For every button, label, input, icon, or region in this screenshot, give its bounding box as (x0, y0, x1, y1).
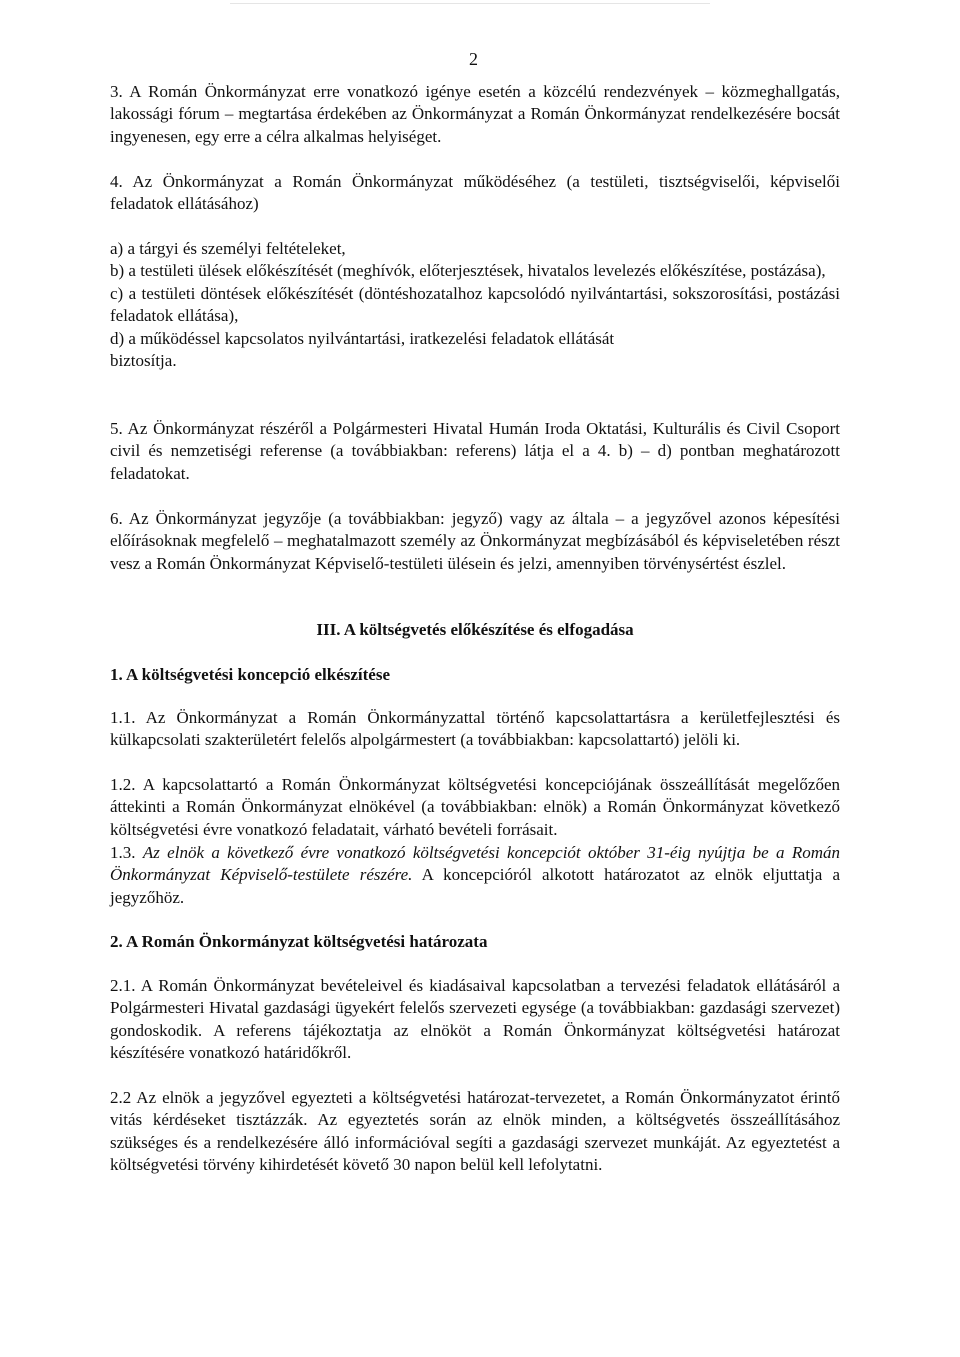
section-heading: III. A költségvetés előkészítése és elfogadása (316, 620, 634, 639)
paragraph-1-3-number: 1.3. (110, 843, 136, 862)
scan-artifact-line (230, 3, 710, 4)
list-item-b: b) a testületi ülések előkészítését (meghívók, előterjesztések, hivatalos levelezés előkészítése, postázása), (110, 261, 826, 281)
paragraph-1-3 (110, 842, 840, 909)
paragraph-4-intro: 4. Az Önkormányzat a Román Önkormányzat működéséhez (a testületi, tisztségviselői, képviselői feladatok ellátásához) (110, 172, 840, 214)
list-item-a: a) a tárgyi és személyi feltételeket, (110, 239, 346, 258)
paragraph-5: 5. Az Önkormányzat részéről a Polgármesteri Hivatal Humán Iroda Oktatási, Kulturális és Civil Csoport civil és nemzetiségi referense (a továbbiakban: referens) látja el a 4. b) – d) pontban meghatározott feladatokat. (110, 419, 840, 483)
paragraph-2-2: 2.2 Az elnök a jegyzővel egyezteti a költségvetési határozat-tervezetet, a Román Önkormányzatot érintő vitás kérdéseket tisztázzák. Az egyeztetés során az elnök minden, a költségvetés összeállításához szükséges és a rendelkezésére álló információval segíti a gazdasági szervezet munkáját. Az egyeztetést a költségvetési törvény kihirdetését követő 30 napon belül kell lefolytatni. (110, 1088, 840, 1175)
page-number: 2 (469, 49, 478, 69)
paragraph-1-3-italic: Az elnök a következő évre vonatkozó költségvetési koncepciót október 31-éig nyújtja be a Román Önkormányzat Képviselő-testülete részére. (110, 843, 840, 885)
paragraph-6: 6. Az Önkormányzat jegyzője (a továbbiakban: jegyző) vagy az általa – a jegyzővel azonos képesítési előírásoknak megfelelő – meghatalmazott személy az Önkormányzat megbízásából és képviseletében részt vesz a Román Önkormányzat Képviselő-testületi ülésein és jelzi, amennyiben törvénysértést észlel. (110, 509, 840, 573)
paragraph-1-1: 1.1. Az Önkormányzat a Román Önkormányzattal történő kapcsolattartásra a kerületfejlesztési és külkapcsolati szakterületért felelős alpolgármestert (a továbbiakban: kapcsolattartó) jelöli ki. (110, 708, 840, 750)
paragraph-1-2: 1.2. A kapcsolattartó a Román Önkormányzat költségvetési koncepciójának összeállítását megelőzően áttekinti a Román Önkormányzat elnökével (a továbbiakban: elnök) a Román Önkormányzat következő költségvetési évre vonatkozó feladatait, várható bevételi forrásait. (110, 775, 840, 839)
paragraph-2-1: 2.1. A Román Önkormányzat bevételeivel és kiadásaival kapcsolatban a tervezési feladatok ellátásáról a Polgármesteri Hivatal gazdasági ügyekért felelős szervezeti egysége (a továbbiakban: gazdasági szervezet) gondoskodik. A referens tájékoztatja az elnököt a Román Önkormányzat költségvetési határozat készítésére vonatkozó határidőkről. (110, 976, 840, 1063)
list-item-c: c) a testületi döntések előkészítését (döntéshozatalhoz kapcsolódó nyilvántartási, sokszorosítási, postázási feladatok ellátása), (110, 283, 840, 326)
paragraph-4-list (110, 238, 840, 372)
paragraph-3: 3. A Román Önkormányzat erre vonatkozó igénye esetén a közcélú rendezvények – közmeghallgatás, lakossági fórum – megtartása érdekében az Önkormányzat a Román Önkormányzat rendelkezésére bocsát ingyenesen, egy erre a célra alkalmas helyiséget. (110, 82, 840, 146)
subsection-1-heading: 1. A költségvetési koncepció elkészítése (110, 665, 390, 684)
list-end: biztosítja. (110, 351, 177, 371)
list-item-d: d) a működéssel kapcsolatos nyilvántartási, iratkezelési feladatok ellátását (110, 328, 615, 348)
subsection-2-heading: 2. A Román Önkormányzat költségvetési határozata (110, 932, 488, 951)
paragraph-1-3-rest: A koncepcióról alkotott határozatot az elnök eljuttatja a jegyzőhöz. (110, 865, 840, 907)
